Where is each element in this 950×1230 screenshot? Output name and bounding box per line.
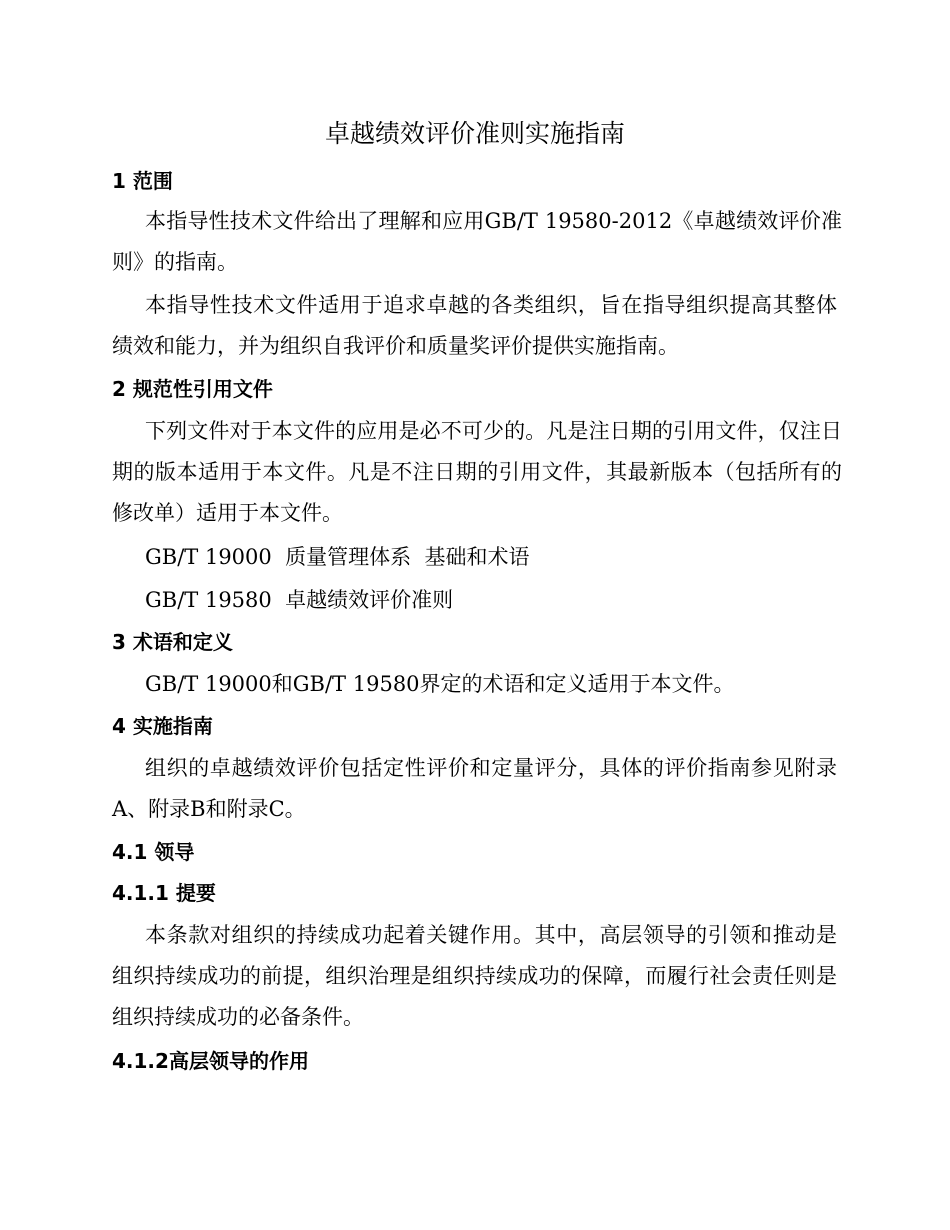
- section-heading-leadership: 4.1 领导: [112, 840, 195, 864]
- paragraph-guide: 组织的卓越绩效评价包括定性评价和定量评分，具体的评价指南参见附录A、附录B和附录C。: [112, 756, 837, 821]
- reference-gbt-19000: GB/T 19000 质量管理体系 基础和术语: [145, 545, 530, 569]
- section-heading-normative-refs: 2 规范性引用文件: [112, 377, 273, 401]
- subsection-heading-senior-leader-role: 4.1.2高层领导的作用: [112, 1049, 309, 1073]
- paragraph-leadership-summary: 本条款对组织的持续成功起着关键作用。其中，高层领导的引领和推动是组织持续成功的前提，组织治理是组织持续成功的保障，而履行社会责任则是组织持续成功的必备条件。: [112, 923, 837, 1029]
- document-title: 卓越绩效评价准则实施指南: [324, 119, 625, 148]
- paragraph-scope-1: 本指导性技术文件给出了理解和应用GB/T 19580-2012《卓越绩效评价准则》的指南。: [112, 209, 842, 274]
- paragraph-normative-refs: 下列文件对于本文件的应用是必不可少的。凡是注日期的引用文件，仅注日期的版本适用于本文件。凡是不注日期的引用文件，其最新版本（包括所有的修改单）适用于本文件。: [112, 419, 842, 525]
- subsection-heading-summary: 4.1.1 提要: [112, 881, 216, 905]
- section-heading-guide: 4 实施指南: [112, 714, 213, 738]
- section-heading-terms: 3 术语和定义: [112, 630, 233, 654]
- reference-gbt-19580: GB/T 19580 卓越绩效评价准则: [145, 588, 454, 612]
- paragraph-scope-2: 本指导性技术文件适用于追求卓越的各类组织，旨在指导组织提高其整体绩效和能力，并为组织自我评价和质量奖评价提供实施指南。: [112, 293, 837, 358]
- paragraph-terms: GB/T 19000和GB/T 19580界定的术语和定义适用于本文件。: [145, 672, 735, 696]
- section-heading-scope: 1 范围: [112, 169, 173, 193]
